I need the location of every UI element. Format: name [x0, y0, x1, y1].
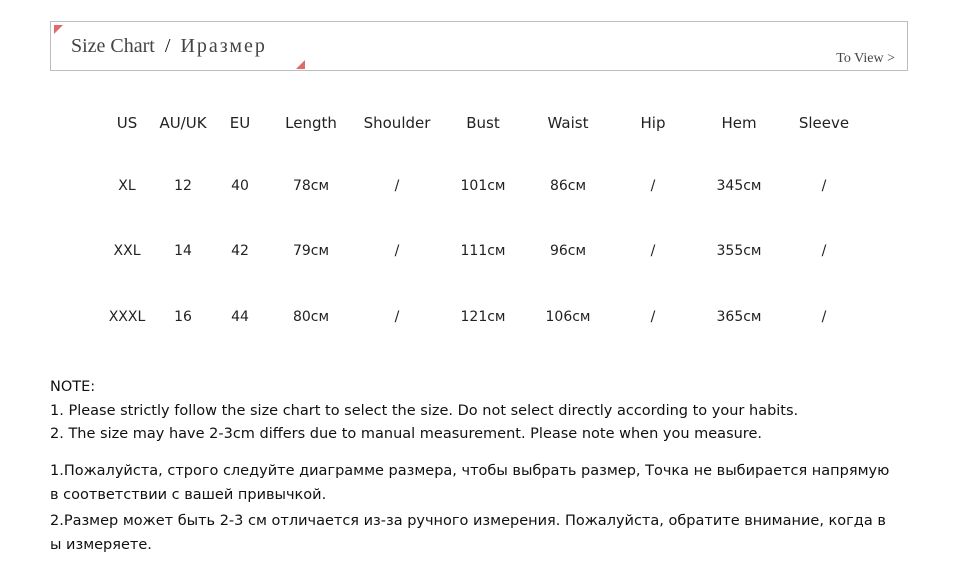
- column-header: Bust: [466, 114, 500, 132]
- table-cell: 111см: [460, 243, 506, 259]
- table-cell: XL: [118, 178, 136, 194]
- table-cell: 16: [174, 309, 192, 325]
- title-russian: Иразмер: [180, 35, 267, 57]
- table-cell: /: [650, 243, 656, 259]
- table-cell: 345см: [716, 178, 762, 194]
- column-header: EU: [229, 114, 251, 132]
- table-cell: /: [394, 178, 400, 194]
- table-cell: 14: [174, 243, 192, 259]
- column-header: AU/UK: [159, 114, 207, 132]
- table-header-row: [90, 100, 870, 144]
- corner-triangle-decoration: [54, 25, 63, 34]
- notes-heading: NOTE:: [50, 379, 96, 395]
- column-header: Hem: [721, 114, 757, 132]
- table-cell: 44: [231, 309, 249, 325]
- english-notes: [50, 376, 910, 447]
- column-header: US: [116, 114, 138, 132]
- table-cell: 101см: [460, 178, 506, 194]
- table-cell: /: [821, 309, 827, 325]
- table-cell: 12: [174, 178, 192, 194]
- page-title: [71, 35, 267, 58]
- table-row: [90, 243, 870, 263]
- table-cell: XXL: [113, 243, 141, 259]
- table-cell: 121см: [460, 309, 506, 325]
- table-cell: /: [650, 178, 656, 194]
- table-cell: 106см: [545, 309, 591, 325]
- table-cell: 42: [231, 243, 249, 259]
- column-header: Hip: [640, 114, 666, 132]
- table-cell: 96см: [549, 243, 587, 259]
- title-separator: /: [164, 35, 171, 57]
- table-cell: /: [821, 178, 827, 194]
- table-cell: 40: [231, 178, 249, 194]
- table-cell: 365см: [716, 309, 762, 325]
- note-line-2: 2. The size may have 2-3cm differs due to manual measurement. Please note when you measure.: [50, 426, 762, 442]
- table-cell: 355см: [716, 243, 762, 259]
- table-cell: /: [650, 309, 656, 325]
- column-header: Waist: [547, 114, 589, 132]
- table-cell: 86см: [549, 178, 587, 194]
- table-cell: XXXL: [108, 309, 146, 325]
- size-table: [90, 100, 870, 325]
- russian-notes: [50, 459, 890, 559]
- ru-note-line-2: 2.Размер может быть 2-3 см отличается из-за ручного измерения. Пожалуйста, обратите внимание, когда вы измеряете.: [50, 513, 886, 553]
- table-cell: 79см: [292, 243, 330, 259]
- to-view-link[interactable]: To View >: [836, 51, 895, 66]
- table-row: [90, 309, 870, 329]
- table-cell: 80см: [292, 309, 330, 325]
- table-row: [90, 178, 870, 198]
- table-cell: /: [821, 243, 827, 259]
- column-header: Shoulder: [363, 114, 431, 132]
- table-cell: /: [394, 309, 400, 325]
- column-header: Sleeve: [798, 114, 850, 132]
- ru-note-line-1: 1.Пожалуйста, строго следуйте диаграмме размера, чтобы выбрать размер, Точка не выбирается напрямую в соответствии с вашей привычкой.: [50, 463, 890, 503]
- column-header: Length: [285, 114, 337, 132]
- title-english: Size Chart: [71, 35, 155, 57]
- size-chart-header: [50, 21, 908, 71]
- table-cell: 78см: [292, 178, 330, 194]
- note-line-1: 1. Please strictly follow the size chart to select the size. Do not select directly according to your habits.: [50, 402, 799, 419]
- table-cell: /: [394, 243, 400, 259]
- corner-triangle-decoration: [296, 60, 305, 69]
